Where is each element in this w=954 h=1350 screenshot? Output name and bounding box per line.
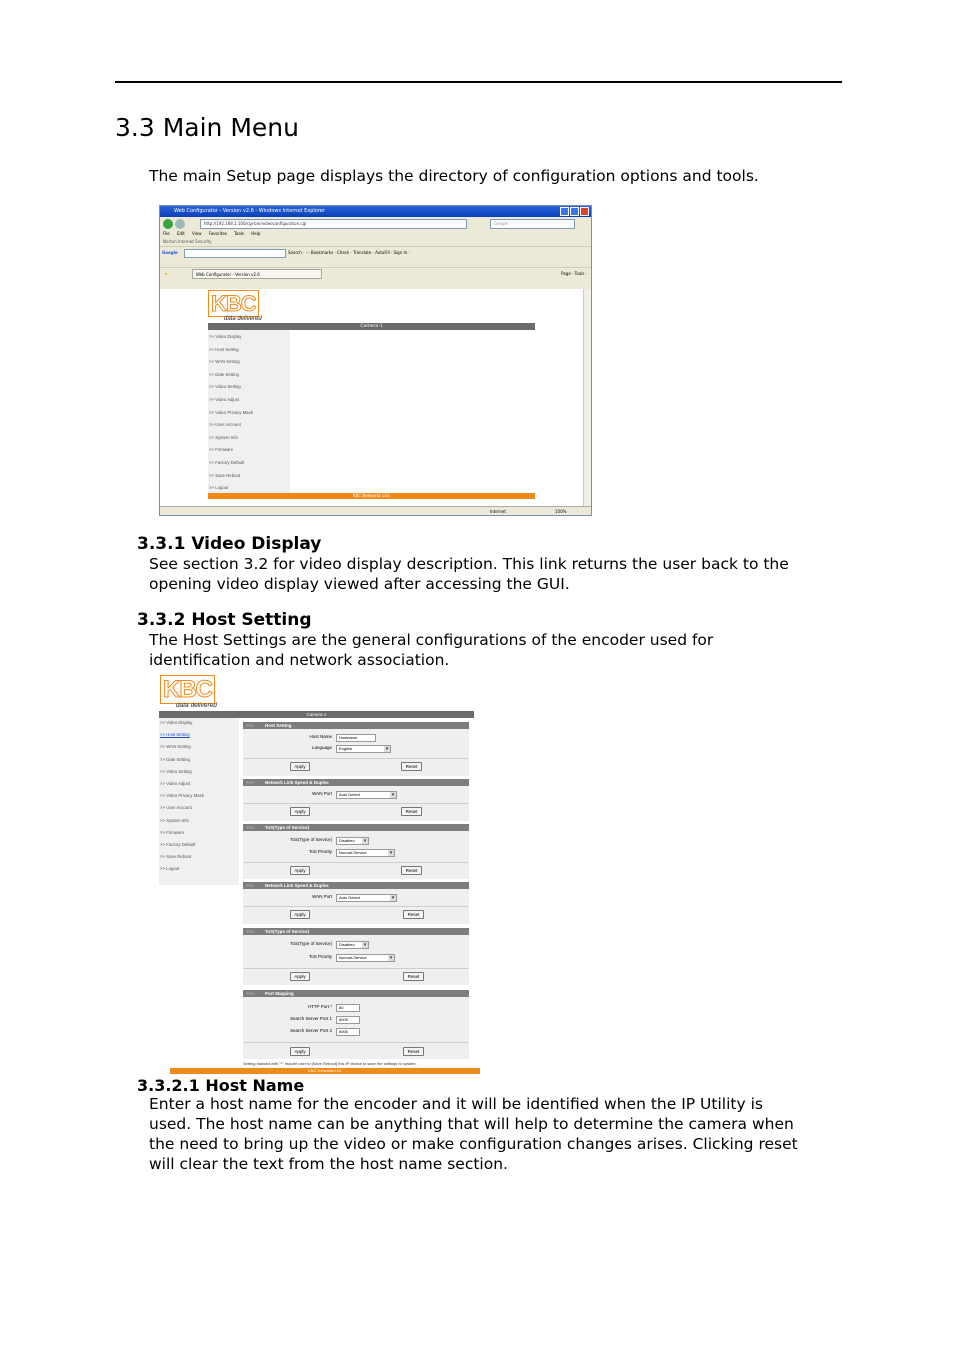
video-display-line-2: opening video display viewed after accessing the GUI. — [149, 575, 570, 593]
network-link-section-header: <<< Network Link Speed & Duplex — [243, 779, 469, 786]
tos-priority-label-2: ToS Priority — [308, 954, 332, 959]
divider — [243, 803, 469, 804]
section-title: 3.3 Main Menu — [115, 113, 299, 142]
menu-item-system-info[interactable]: >> System Info — [160, 817, 189, 823]
google-tools[interactable]: Search · ⋯ Bookmarks · Check · Translate · AutoFill · Sign In · — [288, 250, 410, 255]
tab-web-configurator[interactable]: Web Configurator - Version v2.6 — [192, 269, 322, 279]
menu-item-user-account[interactable]: >> User Account — [160, 805, 192, 811]
apply-button-4[interactable]: Apply — [290, 910, 310, 919]
tab-bar — [160, 268, 591, 280]
reset-button-1[interactable]: Reset — [401, 762, 422, 771]
menu-item-host-setting[interactable]: >> Host Setting — [160, 732, 190, 738]
kbc-logo: KBC — [208, 291, 259, 317]
intro-text: The main Setup page displays the directory of configuration options and tools. — [149, 167, 759, 185]
menu-item-logout[interactable]: >> Logout — [209, 485, 229, 491]
tos-label-2: ToS(Type of Service) — [290, 941, 332, 946]
tos-priority-select-2[interactable]: Normal-Service ▾ — [336, 954, 395, 962]
host-setting-screenshot — [157, 675, 481, 1075]
tos-priority-label: ToS Priority — [308, 849, 332, 854]
host-setting-line-2: identification and network association. — [149, 651, 450, 669]
menu-item-video-privacy-mask[interactable]: >> Video Privacy Mask — [209, 409, 253, 415]
kbc-logo-2: KBC — [160, 676, 215, 704]
apply-button-6[interactable]: Apply — [290, 1047, 310, 1056]
subsection-title-video-display: 3.3.1 Video Display — [137, 534, 322, 554]
reset-button-2[interactable]: Reset — [401, 807, 422, 816]
security-toolbar[interactable]: Norton Internet Security — [163, 239, 212, 244]
port-mapping-section — [243, 990, 469, 1059]
menu-item-wan-setting[interactable]: >> WAN Setting — [209, 359, 240, 365]
menu-item-date-setting[interactable]: >> Date Setting — [209, 371, 239, 377]
menu-view[interactable]: View — [192, 231, 202, 236]
http-port-label: HTTP Port * — [307, 1004, 332, 1009]
subsection-title-host-setting: 3.3.2 Host Setting — [137, 610, 312, 630]
wan-port-label-2: WAN Port — [312, 894, 332, 899]
menu-bar — [160, 230, 591, 238]
host-setting-section-header: <<< Host Setting — [243, 722, 469, 729]
host-name-line-1: Enter a host name for the encoder and it will be identified when the IP Utility is — [149, 1095, 763, 1113]
camera-header-2: Camera-1 — [159, 711, 474, 718]
browser-screenshot — [159, 205, 592, 516]
status-zoom[interactable]: 100% — [555, 509, 567, 514]
tagline-2: data delivered — [176, 702, 217, 709]
search-port1-input[interactable]: 6005 — [336, 1016, 360, 1024]
maximize-icon[interactable] — [570, 207, 579, 216]
tos-section-2 — [243, 928, 469, 985]
google-toolbar — [160, 246, 591, 258]
address-bar — [160, 217, 591, 230]
menu-edit[interactable]: Edit — [176, 231, 185, 236]
window-title: Web Configurator - Version v2.6 - Windows Internet Explorer — [174, 208, 325, 214]
search-port2-label: Search Server Port 2 — [289, 1028, 332, 1033]
menu-item-user-account[interactable]: >> User Account — [209, 422, 241, 428]
scrollbar[interactable] — [583, 289, 591, 506]
reset-button-3[interactable]: Reset — [401, 866, 422, 875]
language-label: Language — [311, 745, 332, 750]
save-reboot-note: Setting marked with "*" require user to [Save Reboot] this IP device to save the settings to system. — [243, 1061, 417, 1066]
port-mapping-section-header: <<< Port Mapping — [243, 990, 469, 997]
network-link-section — [243, 779, 469, 821]
menu-item-factory-default[interactable]: >> Factory Default — [209, 460, 245, 465]
menu-help[interactable]: Help — [251, 231, 261, 236]
menu-tools[interactable]: Tools — [234, 231, 245, 236]
menu-favorites[interactable]: Favorites — [208, 231, 227, 236]
status-zone: Internet — [490, 509, 506, 514]
network-link-section-2 — [243, 882, 469, 924]
menu-file[interactable]: File — [163, 231, 170, 236]
minimize-icon[interactable] — [560, 207, 569, 216]
menu-item-wan-setting[interactable]: >> WAN Setting — [160, 744, 191, 750]
apply-button-3[interactable]: Apply — [290, 866, 310, 875]
google-search-input[interactable] — [184, 249, 286, 258]
tos-section-header-2: <<< ToS(Type of Service) — [243, 928, 469, 935]
reset-button-5[interactable]: Reset — [403, 972, 424, 981]
host-name-line-3: the need to bring up the video or make configuration changes arises. Clicking reset — [149, 1135, 798, 1153]
menu-item-video-privacy-mask[interactable]: >> Video Privacy Mask — [160, 793, 204, 799]
search-port2-input[interactable]: 6006 — [336, 1028, 360, 1036]
wan-port-label: WAN Port — [312, 791, 332, 796]
host-setting-section — [243, 722, 469, 776]
google-label: Google — [162, 250, 178, 255]
window-titlebar — [160, 206, 591, 217]
divider — [243, 906, 469, 907]
divider — [243, 758, 469, 759]
menu-item-system-info[interactable]: >> System Info — [209, 434, 238, 440]
divider — [243, 1042, 469, 1043]
tos-select[interactable]: Disabled ▾ — [336, 837, 369, 845]
web-page — [160, 289, 583, 506]
search-field[interactable]: Google — [490, 219, 575, 229]
url-field[interactable]: http://192.168.1.100/cgi-bin/videoconfiguration.cgi — [200, 219, 467, 229]
wan-port-select-2[interactable]: Auto Detect ▾ — [336, 894, 397, 902]
tos-select-2[interactable]: Disabled ▾ — [336, 941, 369, 949]
back-icon[interactable] — [163, 219, 173, 229]
page-tools[interactable]: Page · Tools · — [561, 271, 587, 276]
menu-item-firmware[interactable]: >> Firmware — [160, 829, 185, 835]
search-port1-label: Search Server Port 1 — [289, 1016, 332, 1021]
header-rule — [115, 81, 842, 83]
menu-item-video-display[interactable]: >> Video Display — [209, 334, 242, 339]
apply-button-2[interactable]: Apply — [290, 807, 310, 816]
menu-item-video-setting[interactable]: >> Video Setting — [160, 768, 192, 774]
host-name-input[interactable]: Hostname — [336, 734, 376, 742]
menu-item-video-setting[interactable]: >> Video Setting — [209, 384, 241, 390]
tos-section — [243, 824, 469, 879]
host-name-label: Host Name — [309, 734, 332, 739]
menu-item-host-setting[interactable]: >> Host Setting — [209, 346, 239, 352]
http-port-input[interactable]: 80 — [336, 1004, 360, 1012]
footer-bar-2: KBC Networks Ltd. — [170, 1068, 480, 1074]
wan-port-select[interactable]: Auto Detect ▾ — [336, 791, 397, 799]
menu-item-date-setting[interactable]: >> Date Setting — [160, 756, 190, 762]
menu-item-logout[interactable]: >> Logout — [160, 866, 180, 872]
status-bar — [160, 506, 591, 516]
reset-button-4[interactable]: Reset — [403, 910, 424, 919]
apply-button-5[interactable]: Apply — [290, 972, 310, 981]
toolbar-row — [160, 258, 591, 268]
host-setting-line-1: The Host Settings are the general configurations of the encoder used for — [149, 631, 714, 649]
close-icon[interactable] — [580, 207, 589, 216]
menu-item-save-reboot[interactable]: >> Save Reboot — [209, 472, 241, 478]
menu-item-video-adjust[interactable]: >> Video Adjust — [160, 781, 191, 786]
side-menu-2 — [159, 718, 239, 885]
apply-button-1[interactable]: Apply — [290, 762, 310, 771]
menu-item-video-adjust[interactable]: >> Video Adjust — [209, 397, 240, 402]
menu-item-firmware[interactable]: >> Firmware — [209, 447, 234, 453]
language-select[interactable]: English ▾ — [336, 745, 391, 753]
host-name-line-2: used. The host name can be anything that will help to determine the camera when — [149, 1115, 794, 1133]
favorites-star-icon[interactable]: ★ — [164, 271, 168, 276]
tos-priority-select[interactable]: Normal-Service ▾ — [336, 849, 395, 857]
subsection-title-host-name: 3.3.2.1 Host Name — [137, 1076, 305, 1095]
tagline: data delivered — [224, 316, 262, 322]
menu-item-video-display[interactable]: >> Video Display — [160, 720, 193, 725]
host-name-line-4: will clear the text from the host name section. — [149, 1155, 508, 1173]
footer-bar: KBC Networks Ltd. — [208, 493, 535, 499]
camera-header: Camera-1 — [208, 323, 535, 330]
tos-section-header: <<< ToS(Type of Service) — [243, 824, 469, 831]
reset-button-6[interactable]: Reset — [403, 1047, 424, 1056]
menu-item-save-reboot[interactable]: >> Save Reboot — [160, 854, 192, 860]
divider — [243, 968, 469, 969]
network-link-section-header-2: <<< Network Link Speed & Duplex — [243, 882, 469, 889]
video-display-line-1: See section 3.2 for video display description. This link returns the user back to the — [149, 555, 789, 573]
forward-icon[interactable] — [175, 219, 185, 229]
menu-item-factory-default[interactable]: >> Factory Default — [160, 842, 196, 847]
tos-label: ToS(Type of Service) — [290, 837, 332, 842]
divider — [243, 862, 469, 863]
